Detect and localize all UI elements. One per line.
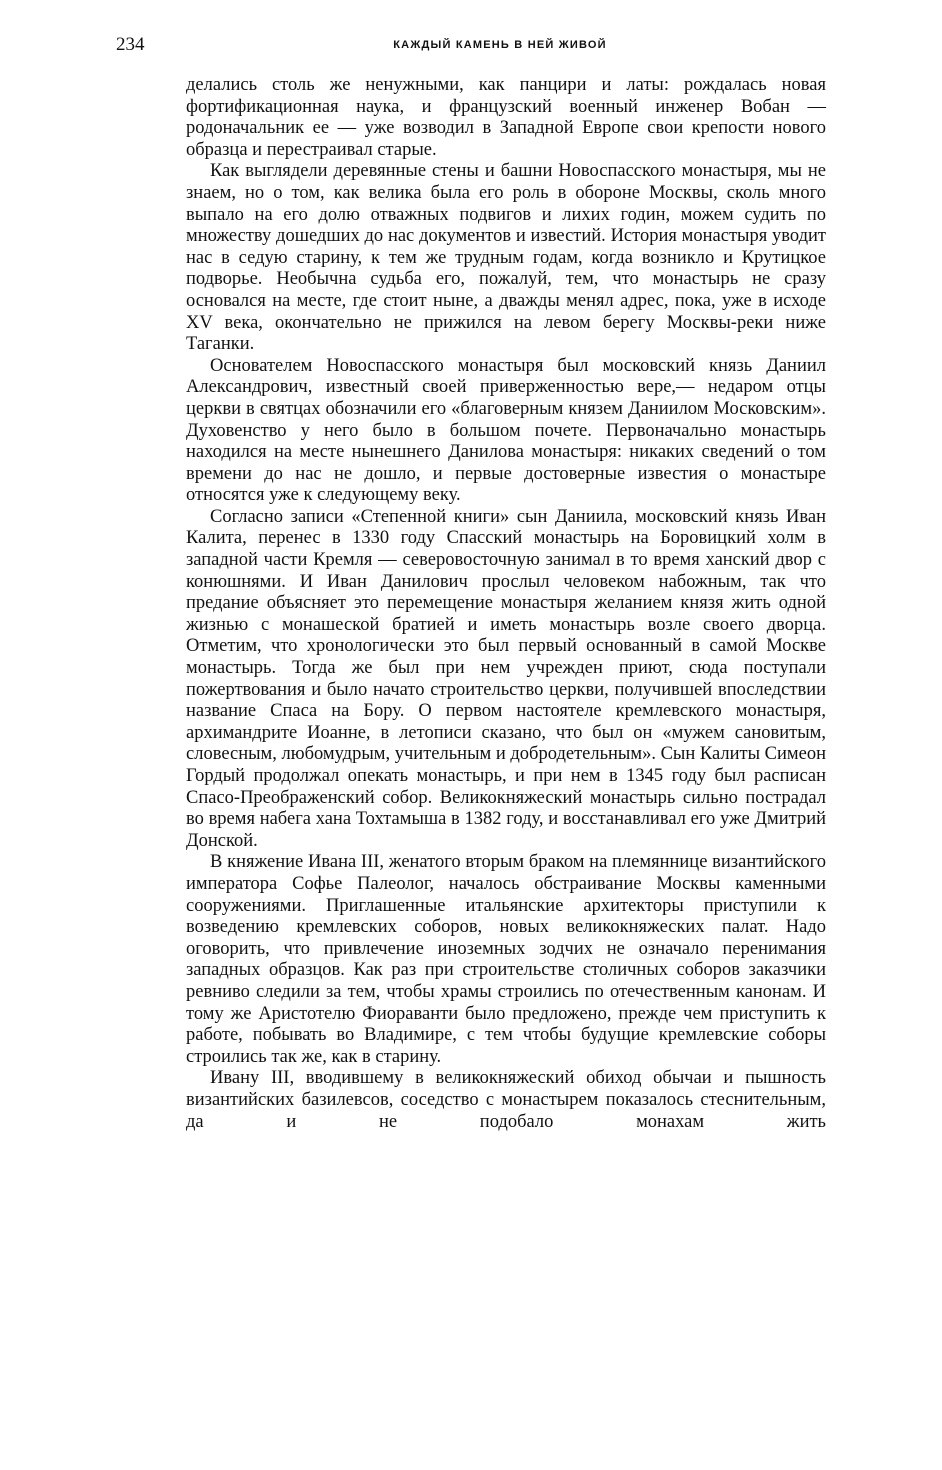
paragraph-3: Основателем Новоспасского монастыря был московский князь Даниил Александрович, известный своей приверженностью вере,— недаром отцы церкви в святцах обозначили его «благоверным князем Даниилом Московским». Духовенство у него было в большом почете. Первоначально монастырь находился на месте нынешнего Данилова монастыря: никаких сведений о том времени до нас не дошло, и первые достоверные известия о монастыре относятся уже к следующему веку. [186, 355, 826, 506]
page-number: 234 [116, 34, 145, 55]
paragraph-2: Как выглядели деревянные стены и башни Новоспасского монастыря, мы не знаем, но о том, как велика была его роль в обороне Москвы, сколь много выпало на его долю отважных подвигов и лихих годин, можем судить по множеству дошедших до нас документов и известий. История монастыря уводит нас в седую старину, к тем же трудным годам, когда возникло и Крутицкое подворье. Необычна судьба его, пожалуй, тем, что монастырь не сразу основался на месте, где стоит ныне, а дважды менял адрес, пока, уже в исходе XV века, окончательно не прижился на левом берегу Москвы-реки ниже Таганки. [186, 161, 826, 355]
paragraph-4: Согласно записи «Степенной книги» сын Даниила, московский князь Иван Калита, перенес в 1330 году Спасский монастырь на Боровицкий холм в западной части Кремля — северовосточную занимал в то время ханский двор с конюшнями. И Иван Данилович прослыл человеком набожным, так что предание объясняет это перемещение монастыря желанием князя жить одной жизнью с монашеской братией и иметь монастырь возле своего дворца. Отметим, что хронологически это был первый основанный в самой Москве монастырь. Тогда же был при нем учрежден приют, сюда поступали пожертвования и было начато строительство церкви, получившей впоследствии название Спаса на Бору. О первом настоятеле кремлевского монастыря, архимандрите Иоанне, в летописи сказано, что был он «мужем сановитым, словесным, любомудрым, учительным и добродетельным». Сын Калиты Симеон Гордый продолжал опекать монастырь, и при нем в 1345 году был расписан Спасо-Преображенский собор. Великокняжеский монастырь сильно пострадал во время набега хана Тохтамыша в 1382 году, и восстанавливал его уже Дмитрий Донской. [186, 506, 826, 851]
paragraph-6: Ивану III, вводившему в великокняжеский обиход обычаи и пышность византийских базилевсов, соседство с монастырем показалось стеснительным, да и не подобало монахам жить [186, 1068, 826, 1132]
running-head: КАЖДЫЙ КАМЕНЬ В НЕЙ ЖИВОЙ [393, 39, 607, 51]
paragraph-5: В княжение Ивана III, женатого вторым браком на племяннице византийского императора Софье Палеолог, началось обстраивание Москвы каменными сооружениями. Приглашенные итальянские архитекторы приступили к возведению кремлевских соборов, новых великокняжеских палат. Надо оговорить, что привлечение иноземных зодчих не означало перенимания западных образцов. Как раз при строительстве столичных соборов заказчики ревниво следили за тем, чтобы храмы строились по отечественным канонам. И тому же Аристотелю Фиораванти было предложено, прежде чем приступить к работе, побывать во Владимире, с тем чтобы будущие кремлевские соборы строились так же, как в старину. [186, 852, 826, 1067]
body-text [186, 75, 826, 1133]
paragraph-1: делались столь же ненужными, как панцири и латы: рождалась новая фортификационная наука, и французский военный инженер Вобан — родоначальник ее — уже возводил в Западной Европе свои крепости нового образца и перестраивал старые. [186, 75, 826, 160]
